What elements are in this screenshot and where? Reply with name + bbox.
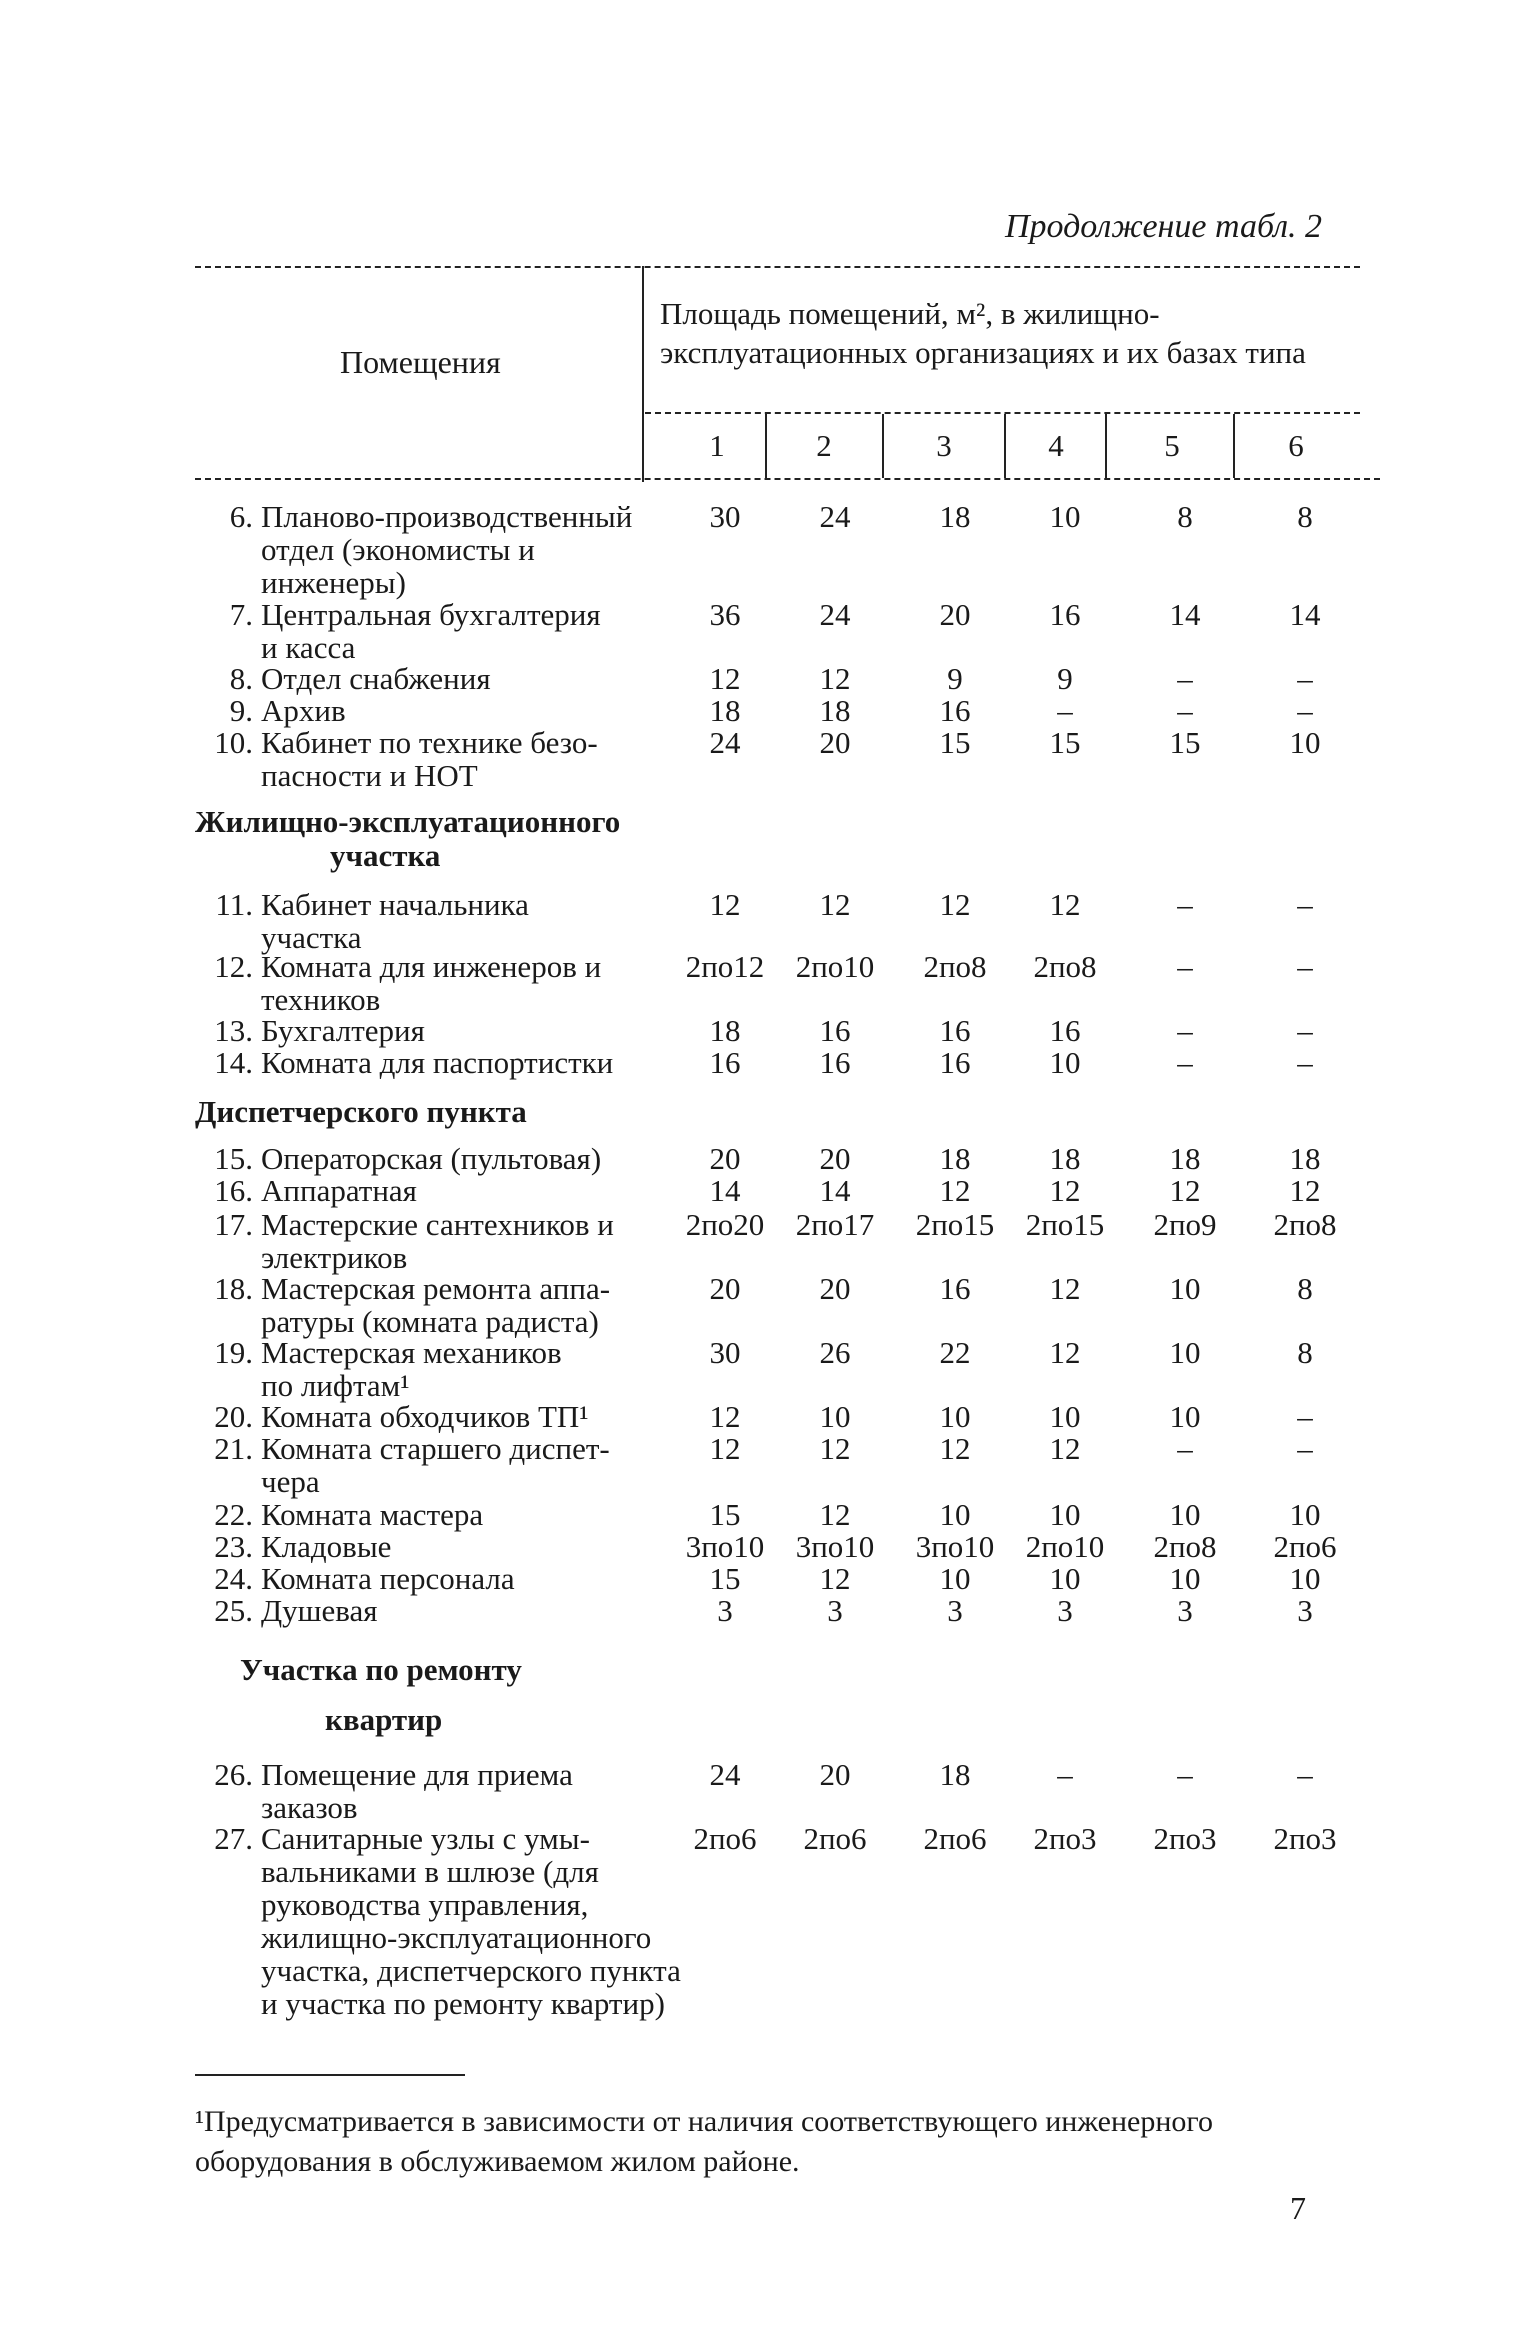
- area-cell-type-5: 3: [1177, 1593, 1193, 1628]
- col-divider: [765, 414, 767, 478]
- area-cell-type-4: 10: [1049, 1561, 1081, 1596]
- area-cell-type-1: 2по12: [685, 949, 765, 984]
- row-number: 27.: [214, 1821, 253, 1856]
- area-cell-type-6: 2по6: [1273, 1529, 1337, 1564]
- area-cell-type-4: 12: [1049, 1173, 1081, 1208]
- header-bottom-rule: [195, 478, 1380, 480]
- area-cell-type-3: 3по10: [915, 1529, 995, 1564]
- header-area: Площадь помещений, м², в жилищно-эксплуатационных организациях и их базах типа: [660, 296, 1306, 370]
- header-mid-rule: [645, 412, 1360, 414]
- area-cell-type-3: 12: [939, 1431, 971, 1466]
- area-cell-type-4: 2по8: [1033, 949, 1097, 984]
- type-6: 6: [1288, 428, 1304, 463]
- area-cell-type-2: 16: [819, 1013, 851, 1048]
- header-top-rule: [195, 266, 1360, 268]
- room-label: Операторская (пультовая): [261, 1141, 602, 1176]
- area-cell-type-1: 3по10: [685, 1529, 765, 1564]
- type-3: 3: [936, 428, 952, 463]
- room-label: Архив: [261, 693, 346, 728]
- room-label: Санитарные узлы с умы-: [261, 1821, 590, 1856]
- area-cell-type-3: 20: [939, 597, 971, 632]
- area-cell-type-4: 16: [1049, 597, 1081, 632]
- area-cell-type-2: 12: [819, 1497, 851, 1532]
- area-cell-type-6: –: [1297, 661, 1313, 696]
- col-divider: [1004, 414, 1006, 478]
- area-cell-type-2: 3по10: [795, 1529, 875, 1564]
- area-cell-type-4: 12: [1049, 887, 1081, 922]
- footnote: ¹Предусматривается в зависимости от наличия соответствующего инженерного оборудования в обслуживаемом жилом районе.: [195, 2105, 1213, 2178]
- area-cell-type-5: 2по8: [1153, 1529, 1217, 1564]
- area-cell-type-2: 18: [819, 693, 851, 728]
- room-name: [195, 1822, 715, 2020]
- area-cell-type-4: –: [1057, 1757, 1073, 1792]
- area-cell-type-6: –: [1297, 949, 1313, 984]
- area-cell-type-6: 14: [1289, 597, 1321, 632]
- room-label: Центральная бухгалтерия: [261, 597, 601, 632]
- row-number: 20.: [214, 1399, 253, 1434]
- area-cell-type-1: 2по20: [685, 1207, 765, 1242]
- room-label: Комната для инженеров и: [261, 949, 602, 984]
- area-cell-type-5: 10: [1169, 1561, 1201, 1596]
- row-number: 6.: [229, 499, 253, 534]
- room-name: [195, 1498, 675, 1531]
- row-number: 9.: [229, 693, 253, 728]
- area-cell-type-4: 2по10: [1025, 1529, 1105, 1564]
- area-cell-type-1: 14: [709, 1173, 741, 1208]
- room-name: [195, 500, 675, 599]
- room-label-continued: отдел (экономисты и инженеры): [261, 532, 535, 600]
- room-name: [195, 1530, 675, 1563]
- area-cell-type-4: 16: [1049, 1013, 1081, 1048]
- area-cell-type-6: 10: [1289, 1561, 1321, 1596]
- area-cell-type-1: 20: [709, 1271, 741, 1306]
- row-number: 12.: [214, 949, 253, 984]
- room-name: [195, 662, 675, 695]
- area-cell-type-3: 10: [939, 1399, 971, 1434]
- area-cell-type-2: 24: [819, 597, 851, 632]
- row-number: 17.: [214, 1207, 253, 1242]
- area-cell-type-2: 12: [819, 887, 851, 922]
- room-label-continued: пасности и НОТ: [261, 758, 478, 793]
- room-label-continued: и касса: [261, 630, 356, 665]
- section-title: Жилищно-эксплуатационного: [195, 804, 621, 839]
- area-cell-type-1: 36: [709, 597, 741, 632]
- room-name: [195, 694, 675, 727]
- area-cell-type-6: 8: [1297, 499, 1313, 534]
- type-4: 4: [1048, 428, 1064, 463]
- area-cell-type-6: 10: [1289, 1497, 1321, 1532]
- area-cell-type-5: 12: [1169, 1173, 1201, 1208]
- area-cell-type-4: 10: [1049, 1045, 1081, 1080]
- row-number: 18.: [214, 1271, 253, 1306]
- area-cell-type-5: –: [1177, 1757, 1193, 1792]
- room-name: [195, 1208, 675, 1274]
- area-cell-type-3: 2по6: [923, 1821, 987, 1856]
- room-name: [195, 1562, 675, 1595]
- row-number: 13.: [214, 1013, 253, 1048]
- area-cell-type-1: 12: [709, 1431, 741, 1466]
- area-cell-type-6: 8: [1297, 1335, 1313, 1370]
- area-cell-type-4: 15: [1049, 725, 1081, 760]
- row-number: 11.: [215, 887, 253, 922]
- area-cell-type-5: 15: [1169, 725, 1201, 760]
- room-label: Душевая: [261, 1593, 378, 1628]
- area-cell-type-6: –: [1297, 1045, 1313, 1080]
- area-cell-type-6: –: [1297, 1399, 1313, 1434]
- area-cell-type-4: 12: [1049, 1431, 1081, 1466]
- area-cell-type-6: 2по3: [1273, 1821, 1337, 1856]
- area-cell-type-4: 12: [1049, 1271, 1081, 1306]
- room-label-continued: по лифтам¹: [261, 1368, 410, 1403]
- type-5: 5: [1164, 428, 1180, 463]
- area-cell-type-3: 15: [939, 725, 971, 760]
- room-name: [195, 1014, 675, 1047]
- area-cell-type-4: 2по15: [1025, 1207, 1105, 1242]
- room-label-continued: вальниками в шлюзе (для руководства управления, жилищно-эксплуатационного участка, диспетчерского пункта и участка по ремонту квартир): [261, 1854, 681, 2021]
- area-cell-type-2: 20: [819, 1757, 851, 1792]
- area-cell-type-6: 18: [1289, 1141, 1321, 1176]
- area-cell-type-6: 12: [1289, 1173, 1321, 1208]
- room-label: Комната обходчиков ТП¹: [261, 1399, 589, 1434]
- area-cell-type-6: –: [1297, 1431, 1313, 1466]
- area-cell-type-3: 18: [939, 1141, 971, 1176]
- page-number: 7: [1290, 2190, 1306, 2226]
- room-name: [195, 1046, 675, 1079]
- area-cell-type-2: 2по10: [795, 949, 875, 984]
- area-cell-type-3: 3: [947, 1593, 963, 1628]
- room-name: [195, 950, 675, 1016]
- area-cell-type-4: 10: [1049, 1497, 1081, 1532]
- section-title: Диспетчерского пункта: [195, 1094, 527, 1129]
- area-cell-type-1: 15: [709, 1497, 741, 1532]
- area-cell-type-1: 15: [709, 1561, 741, 1596]
- area-cell-type-5: –: [1177, 693, 1193, 728]
- col-divider: [1233, 414, 1235, 478]
- area-cell-type-5: 10: [1169, 1497, 1201, 1532]
- area-cell-type-4: 3: [1057, 1593, 1073, 1628]
- room-label: Помещение для приема: [261, 1757, 573, 1792]
- row-number: 15.: [214, 1141, 253, 1176]
- room-label-continued: чера: [261, 1464, 320, 1499]
- area-cell-type-3: 16: [939, 1045, 971, 1080]
- area-cell-type-6: 10: [1289, 725, 1321, 760]
- area-cell-type-2: 2по6: [803, 1821, 867, 1856]
- room-label: Кабинет по технике безо-: [261, 725, 598, 760]
- room-label: Кабинет начальника: [261, 887, 529, 922]
- row-number: 10.: [214, 725, 253, 760]
- area-cell-type-1: 30: [709, 499, 741, 534]
- area-cell-type-1: 18: [709, 1013, 741, 1048]
- room-label-continued: электриков: [261, 1240, 408, 1275]
- area-cell-type-3: 12: [939, 1173, 971, 1208]
- row-number: 7.: [229, 597, 253, 632]
- area-cell-type-3: 2по8: [923, 949, 987, 984]
- room-name: [195, 726, 675, 792]
- room-label-continued: ратуры (комната радиста): [261, 1304, 599, 1339]
- room-label: Комната персонала: [261, 1561, 515, 1596]
- room-label: Отдел снабжения: [261, 661, 491, 696]
- area-cell-type-5: –: [1177, 1013, 1193, 1048]
- col-divider: [1105, 414, 1107, 478]
- area-cell-type-1: 24: [709, 725, 741, 760]
- area-cell-type-4: 12: [1049, 1335, 1081, 1370]
- area-cell-type-3: 22: [939, 1335, 971, 1370]
- area-cell-type-5: 18: [1169, 1141, 1201, 1176]
- area-cell-type-2: 2по17: [795, 1207, 875, 1242]
- area-cell-type-3: 9: [947, 661, 963, 696]
- col-divider: [882, 414, 884, 478]
- area-cell-type-1: 3: [717, 1593, 733, 1628]
- header-divider: [642, 266, 644, 482]
- area-cell-type-3: 16: [939, 1013, 971, 1048]
- area-cell-type-5: –: [1177, 949, 1193, 984]
- area-cell-type-4: –: [1057, 693, 1073, 728]
- area-cell-type-2: 20: [819, 725, 851, 760]
- area-cell-type-3: 12: [939, 887, 971, 922]
- room-label-continued: участка: [261, 920, 362, 955]
- area-cell-type-5: –: [1177, 887, 1193, 922]
- room-name: [195, 1400, 675, 1433]
- area-cell-type-2: 20: [819, 1271, 851, 1306]
- area-cell-type-1: 18: [709, 693, 741, 728]
- room-label: Мастерская механиков: [261, 1335, 562, 1370]
- area-cell-type-4: 2по3: [1033, 1821, 1097, 1856]
- area-cell-type-5: –: [1177, 661, 1193, 696]
- area-cell-type-2: 26: [819, 1335, 851, 1370]
- area-cell-type-2: 12: [819, 1431, 851, 1466]
- area-cell-type-2: 14: [819, 1173, 851, 1208]
- area-cell-type-5: –: [1177, 1045, 1193, 1080]
- section-title: участка: [330, 838, 441, 873]
- area-cell-type-3: 2по15: [915, 1207, 995, 1242]
- area-cell-type-2: 16: [819, 1045, 851, 1080]
- room-label-continued: техников: [261, 982, 381, 1017]
- area-cell-type-6: 8: [1297, 1271, 1313, 1306]
- area-cell-type-5: 2по3: [1153, 1821, 1217, 1856]
- area-cell-type-4: 9: [1057, 661, 1073, 696]
- room-name: [195, 1594, 675, 1627]
- area-cell-type-2: 3: [827, 1593, 843, 1628]
- row-number: 25.: [214, 1593, 253, 1628]
- row-number: 19.: [214, 1335, 253, 1370]
- header-rooms: Помещения: [340, 344, 501, 380]
- area-cell-type-2: 10: [819, 1399, 851, 1434]
- area-cell-type-4: 10: [1049, 499, 1081, 534]
- row-number: 24.: [214, 1561, 253, 1596]
- area-cell-type-5: 10: [1169, 1335, 1201, 1370]
- area-cell-type-5: 10: [1169, 1271, 1201, 1306]
- area-cell-type-6: –: [1297, 1013, 1313, 1048]
- area-cell-type-1: 24: [709, 1757, 741, 1792]
- type-2: 2: [816, 428, 832, 463]
- area-cell-type-5: 2по9: [1153, 1207, 1217, 1242]
- area-cell-type-2: 24: [819, 499, 851, 534]
- area-cell-type-6: –: [1297, 693, 1313, 728]
- area-cell-type-1: 12: [709, 661, 741, 696]
- room-label: Кладовые: [261, 1529, 392, 1564]
- room-label: Планово-производственный: [261, 499, 633, 534]
- room-label: Комната мастера: [261, 1497, 484, 1532]
- room-name: [195, 1142, 675, 1175]
- room-label: Комната старшего диспет-: [261, 1431, 610, 1466]
- area-cell-type-2: 12: [819, 1561, 851, 1596]
- area-cell-type-1: 16: [709, 1045, 741, 1080]
- section-title: квартир: [325, 1702, 443, 1737]
- room-label-continued: заказов: [261, 1790, 358, 1825]
- area-cell-type-5: –: [1177, 1431, 1193, 1466]
- area-cell-type-6: –: [1297, 887, 1313, 922]
- area-cell-type-5: 10: [1169, 1399, 1201, 1434]
- row-number: 16.: [214, 1173, 253, 1208]
- area-cell-type-1: 12: [709, 887, 741, 922]
- section-title: Участка по ремонту: [240, 1652, 522, 1687]
- area-cell-type-1: 30: [709, 1335, 741, 1370]
- room-label: Аппаратная: [261, 1173, 417, 1208]
- area-cell-type-1: 2по6: [693, 1821, 757, 1856]
- row-number: 26.: [214, 1757, 253, 1792]
- row-number: 8.: [229, 661, 253, 696]
- area-cell-type-3: 16: [939, 693, 971, 728]
- room-name: [195, 1432, 675, 1498]
- table-caption: Продолжение табл. 2: [1005, 208, 1323, 245]
- row-number: 22.: [214, 1497, 253, 1532]
- area-cell-type-4: 18: [1049, 1141, 1081, 1176]
- area-cell-type-3: 18: [939, 499, 971, 534]
- row-number: 21.: [214, 1431, 253, 1466]
- footnote-rule: [195, 2074, 465, 2076]
- area-cell-type-5: 14: [1169, 597, 1201, 632]
- area-cell-type-5: 8: [1177, 499, 1193, 534]
- area-cell-type-3: 16: [939, 1271, 971, 1306]
- room-name: [195, 888, 675, 954]
- room-name: [195, 1336, 675, 1402]
- room-name: [195, 1174, 675, 1207]
- room-name: [195, 1758, 675, 1824]
- room-name: [195, 1272, 675, 1338]
- row-number: 14.: [214, 1045, 253, 1080]
- area-cell-type-6: 3: [1297, 1593, 1313, 1628]
- area-cell-type-3: 10: [939, 1497, 971, 1532]
- area-cell-type-6: 2по8: [1273, 1207, 1337, 1242]
- area-cell-type-2: 12: [819, 661, 851, 696]
- area-cell-type-1: 20: [709, 1141, 741, 1176]
- area-cell-type-1: 12: [709, 1399, 741, 1434]
- room-label: Мастерские сантехников и: [261, 1207, 614, 1242]
- area-cell-type-6: –: [1297, 1757, 1313, 1792]
- area-cell-type-2: 20: [819, 1141, 851, 1176]
- room-label: Мастерская ремонта аппа-: [261, 1271, 611, 1306]
- area-cell-type-4: 10: [1049, 1399, 1081, 1434]
- row-number: 23.: [214, 1529, 253, 1564]
- room-label: Бухгалтерия: [261, 1013, 425, 1048]
- room-name: [195, 598, 675, 664]
- area-cell-type-3: 18: [939, 1757, 971, 1792]
- area-cell-type-3: 10: [939, 1561, 971, 1596]
- room-label: Комната для паспортистки: [261, 1045, 614, 1080]
- type-1: 1: [709, 428, 725, 463]
